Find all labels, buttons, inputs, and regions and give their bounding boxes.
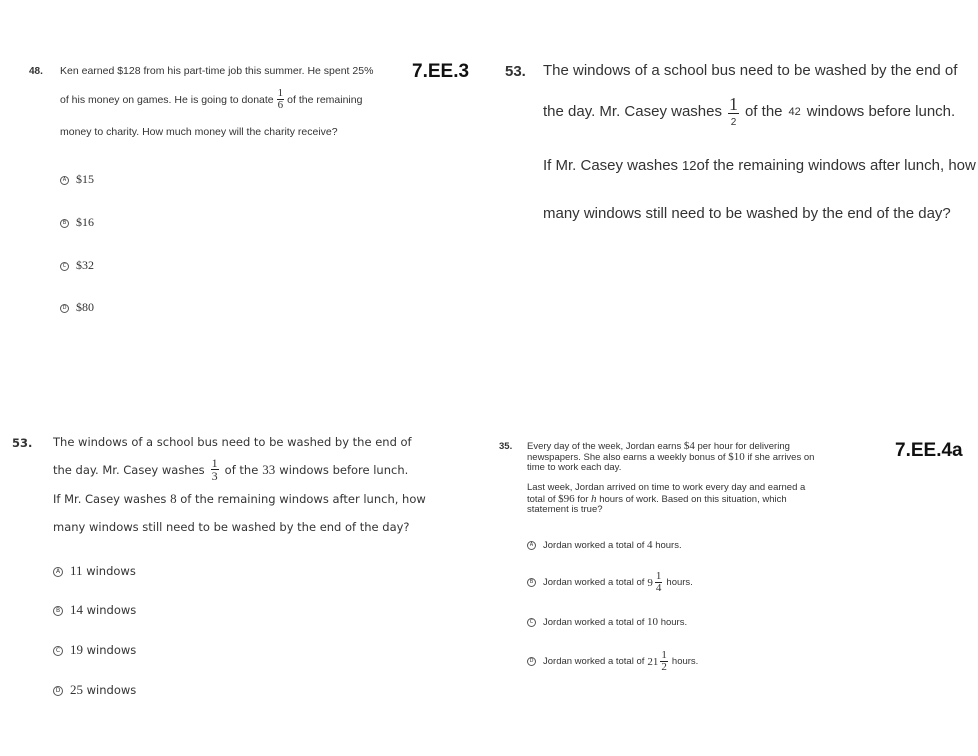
answer-choice[interactable]: D Jordan worked a total of 21 $\frac{1}{2}$ hours. <box>527 650 698 673</box>
standard-label: 7.EE.3 <box>412 61 470 82</box>
mixed-number: 21 $\frac{1}{2}$ <box>647 649 667 673</box>
fraction: $\frac{1}{3}$ <box>211 456 218 483</box>
question-text-line: Last week, Jordan arrived on time to work every day and earned a <box>527 482 806 493</box>
standard-label: 7.EE.4a <box>895 440 963 461</box>
question-text-line: The windows of a school bus need to be washed by the end of <box>53 435 412 449</box>
choice-bubble-icon[interactable]: A <box>53 567 63 577</box>
question-text-line: If Mr. Casey washes 8 of the remaining windows after lunch, how <box>53 491 426 506</box>
question-text-line: statement is true? <box>527 504 603 515</box>
choice-bubble-icon[interactable]: D <box>53 686 63 696</box>
question-text-line: money to charity. How much money will the charity receive? <box>60 126 338 138</box>
question-text-line: many windows still need to be washed by the end of the day? <box>543 205 951 222</box>
answer-choice[interactable]: A 11 windows <box>53 563 136 579</box>
choice-bubble-icon[interactable]: D <box>527 657 536 666</box>
question-text-line: many windows still need to be washed by the end of the day? <box>53 520 410 534</box>
question-text-line: Every day of the week, Jordan earns $4 per hour for delivering <box>527 440 790 452</box>
question-number: 48. <box>29 66 43 77</box>
choice-bubble-icon[interactable]: B <box>60 219 69 228</box>
fraction: $\frac{1}{2}$ <box>728 94 738 128</box>
choice-bubble-icon[interactable]: A <box>60 176 69 185</box>
answer-choice[interactable]: C $32 <box>60 258 94 273</box>
answer-choice[interactable]: A Jordan worked a total of 4 hours. <box>527 539 682 551</box>
choice-bubble-icon[interactable]: D <box>60 304 69 313</box>
choice-bubble-icon[interactable]: B <box>527 578 536 587</box>
answer-choice[interactable]: B Jordan worked a total of 9 $\frac{1}{4}$ hours. <box>527 571 693 594</box>
choice-bubble-icon[interactable]: C <box>53 646 63 656</box>
choice-bubble-icon[interactable]: C <box>527 618 536 627</box>
answer-choice[interactable]: B $16 <box>60 215 94 230</box>
choice-bubble-icon[interactable]: C <box>60 262 69 271</box>
question-text-line: of his money on games. He is going to donate $\frac{1}{6}$ of the remaining <box>60 87 363 111</box>
choice-bubble-icon[interactable]: B <box>53 606 63 616</box>
fraction: $\frac{1}{6}$ <box>277 87 284 111</box>
answer-choice[interactable]: C 19 windows <box>53 642 136 658</box>
question-text-line: The windows of a school bus need to be washed by the end of <box>543 62 958 79</box>
question-number: 35. <box>499 441 513 452</box>
choice-bubble-icon[interactable]: A <box>527 541 536 550</box>
question-number: 53. <box>505 63 526 80</box>
answer-choice[interactable]: B 14 windows <box>53 602 136 618</box>
question-text-line: the day. Mr. Casey washes $\frac{1}{3}$ of the 33 windows before lunch. <box>53 456 409 483</box>
mixed-number: 9 $\frac{1}{4}$ <box>647 570 662 594</box>
answer-choice[interactable]: C Jordan worked a total of 10 hours. <box>527 616 687 628</box>
question-text-line: the day. Mr. Casey washes $\frac{1}{2}$ of the 42 windows before lunch. <box>543 94 956 128</box>
answer-choice[interactable]: A $15 <box>60 172 94 187</box>
question-text-line: total of $96 for h hours of work. Based on this situation, which <box>527 493 787 505</box>
question-text-line: newspapers. She also earns a weekly bonus of $10 if she arrives on <box>527 451 815 463</box>
question-text-line: time to work each day. <box>527 462 622 473</box>
answer-choice[interactable]: D $80 <box>60 300 94 315</box>
answer-choice[interactable]: D 25 windows <box>53 682 136 698</box>
question-number: 53. <box>12 436 33 450</box>
question-text-line: If Mr. Casey washes 12of the remaining windows after lunch, how <box>543 157 976 174</box>
question-text-line: Ken earned $128 from his part-time job this summer. He spent 25% <box>60 65 374 77</box>
